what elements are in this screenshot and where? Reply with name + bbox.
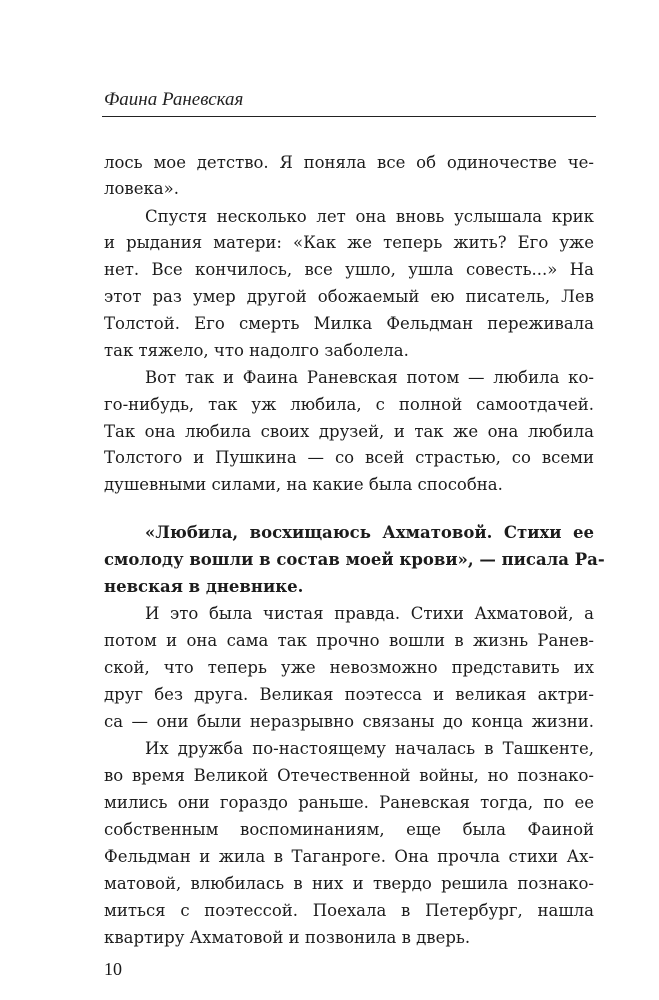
text-line: лось мое детство. Я поняла все об одиночестве че- [104,153,594,172]
text-line: квартиру Ахматовой и позвонила в дверь. [104,928,471,947]
text-line: И это была чистая правда. Стихи Ахматовой, а [145,604,594,623]
text-line: нет. Все кончилось, все ушло, ушла совесть...» На [104,260,594,279]
text-line: матовой, влюбилась в них и твердо решила познако- [104,874,594,893]
text-line: го-нибудь, так уж любила, с полной самоотдачей. [104,395,594,414]
text-line: собственным воспоминаниям, еще была Фаиной [104,820,594,839]
text-line: Фельдман и жила в Таганроге. Она прочла стихи Ах- [104,847,594,866]
text-line: душевными силами, на какие была способна. [104,475,503,494]
text-line: са — они были неразрывно связаны до конца жизни. [104,712,594,731]
text-line: так тяжело, что надолго заболела. [104,341,409,360]
running-head-author: Фаина Раневская [104,89,244,110]
quote-line: «Любила, восхищаюсь Ахматовой. Стихи ее [145,523,594,542]
text-line: миться с поэтессой. Поехала в Петербург, нашла [104,901,594,920]
text-line: Их дружба по-настоящему началась в Ташкенте, [145,739,594,758]
text-line: Вот так и Фаина Раневская потом — любила ко- [145,368,594,387]
text-line: Толстого и Пушкина — со всей страстью, со всеми [104,448,594,467]
page-number: 10 [104,959,122,979]
header-rule [102,116,596,117]
text-line: этот раз умер другой обожаемый ею писатель, Лев [104,287,594,306]
text-line: потом и она сама так прочно вошли в жизнь Ранев- [104,631,594,650]
text-line: и рыдания матери: «Как же теперь жить? Его уже [104,233,594,252]
text-line: во время Великой Отечественной войны, но познако- [104,766,594,785]
text-line: Спустя несколько лет она вновь услышала крик [145,207,594,226]
text-line: ловека». [104,179,179,198]
text-line: мились они гораздо раньше. Раневская тогда, по ее [104,793,594,812]
quote-line: невская в дневнике. [104,577,304,596]
quote-line: смолоду вошли в состав моей крови», — писала Ра- [104,550,605,569]
text-line: друг без друга. Великая поэтесса и великая актри- [104,685,594,704]
text-line: Так она любила своих друзей, и так же она любила [104,422,594,441]
text-line: Толстой. Его смерть Милка Фельдман переживала [104,314,594,333]
text-line: ской, что теперь уже невозможно представить их [104,658,594,677]
